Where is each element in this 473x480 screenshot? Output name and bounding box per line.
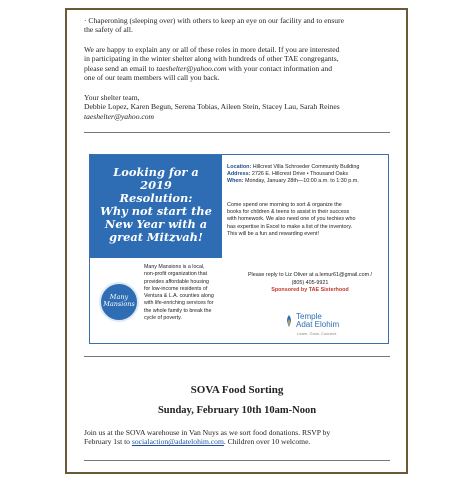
banner-line: Looking for a 2019 (113, 165, 199, 192)
mm-line: with life-enriching services for (144, 300, 214, 307)
sova-title: SOVA Food Sorting (190, 384, 284, 396)
explain-text: with your contact information and (226, 63, 333, 73)
location-label: Location: (227, 164, 252, 170)
logo-line: Many (109, 293, 129, 301)
intro-line: · Chaperoning (sleeping over) with others to keep an eye on our facility and to ensure (84, 16, 345, 25)
desc-line: with homework. We also need one of you techies who (227, 216, 356, 223)
reply-block (230, 272, 389, 295)
temple-logo-text (296, 313, 339, 329)
sova-line: Join us at the SOVA warehouse in Van Nuys as we sort food donations. RSVP by (84, 428, 331, 437)
when-value: Monday, January 28th—10:00 a.m. to 1:30 p.m. (244, 178, 359, 185)
banner-line: Why not start the (100, 204, 212, 218)
mm-line: Many Mansions is a local, (144, 264, 205, 270)
explain-line (84, 64, 384, 73)
sova-text: February 1st to (84, 437, 132, 447)
mm-line: Ventura & L.A. counties along (144, 293, 214, 300)
sova-line (84, 437, 394, 446)
banner-text (96, 166, 216, 244)
mm-line: for low-income residents of (144, 285, 208, 292)
temple-tagline: Learn. Grow. Connect. (297, 331, 338, 336)
signoff-label: Your shelter team, (84, 93, 140, 102)
newsletter-page (65, 8, 408, 474)
reply-text: Please reply to Liz Oliver at a.lemur61@gmail.com / (247, 272, 373, 278)
desc-line: This will be a fun and rewarding event! (227, 230, 319, 237)
many-mansions-logo (99, 282, 139, 322)
explain-line: We are happy to explain any or all of these roles in more detail. If you are interested (84, 45, 340, 54)
event-details (227, 164, 387, 186)
banner-line: great Mitzvah! (109, 230, 203, 244)
signoff-names: Debbie Lopez, Karen Begun, Serena Tobias, Aileen Stein, Stacey Lau, Sarah Reines (84, 102, 340, 112)
address-value: 2726 E. Hillcrest Drive • Thousand Oaks (251, 171, 349, 178)
divider (84, 460, 390, 461)
logo-text (101, 294, 137, 308)
mm-line: provides affordable housing (144, 278, 209, 285)
address-row (227, 171, 387, 178)
mm-line: the whole family to break the (144, 307, 212, 314)
temple-flame-icon (284, 315, 294, 327)
when-label: When: (227, 178, 244, 185)
resolution-banner (90, 155, 222, 258)
mm-line: non-profit organization that (144, 271, 208, 278)
divider (84, 356, 390, 357)
banner-line: New Year with a (104, 217, 208, 231)
banner-line: Resolution: (119, 191, 193, 205)
desc-line: books for children & teens to assist in their success (227, 209, 350, 216)
explain-paragraph (84, 45, 384, 83)
sponsor-text: Sponsored by TAE Sisterhood (271, 287, 349, 294)
logo-line: Mansions (103, 300, 135, 308)
shelter-email-link[interactable]: taeshelter@yahoo.com (156, 63, 227, 73)
temple-line: Temple (296, 312, 322, 321)
signoff-block (84, 93, 384, 121)
many-mansions-description (144, 264, 230, 322)
desc-line: has expertise in Excel to make a list of the inventory. (227, 223, 353, 230)
temple-line: Adat Elohim (296, 320, 340, 329)
explain-text: please send an email to (84, 63, 157, 73)
chaperone-bullet (84, 16, 384, 35)
reply-phone: (805) 405-9921 (291, 279, 329, 286)
divider (84, 132, 390, 133)
location-row (227, 164, 387, 171)
address-label: Address: (227, 171, 251, 178)
event-description (227, 202, 387, 238)
when-row (227, 178, 387, 185)
signoff-email[interactable]: taeshelter@yahoo.com (84, 111, 155, 121)
social-action-email-link[interactable]: socialaction@adatelohim.com (131, 437, 224, 447)
mm-line: cycle of poverty. (144, 315, 182, 322)
intro-line: the safety of all. (84, 25, 133, 35)
sova-paragraph (84, 428, 394, 447)
explain-line: one of our team members will call you back. (84, 73, 220, 83)
sova-date: Sunday, February 10th 10am-Noon (157, 405, 317, 416)
location-value: Hillcrest Villa Schroeder Community Building (252, 164, 360, 170)
desc-line: Come spend one morning to sort & organize the (227, 202, 342, 208)
explain-line: in participating in the winter shelter along with hundreds of other TAE congregants, (84, 54, 339, 64)
mitzvah-flyer (89, 154, 389, 344)
sova-text: . Children over 10 welcome. (223, 437, 311, 447)
